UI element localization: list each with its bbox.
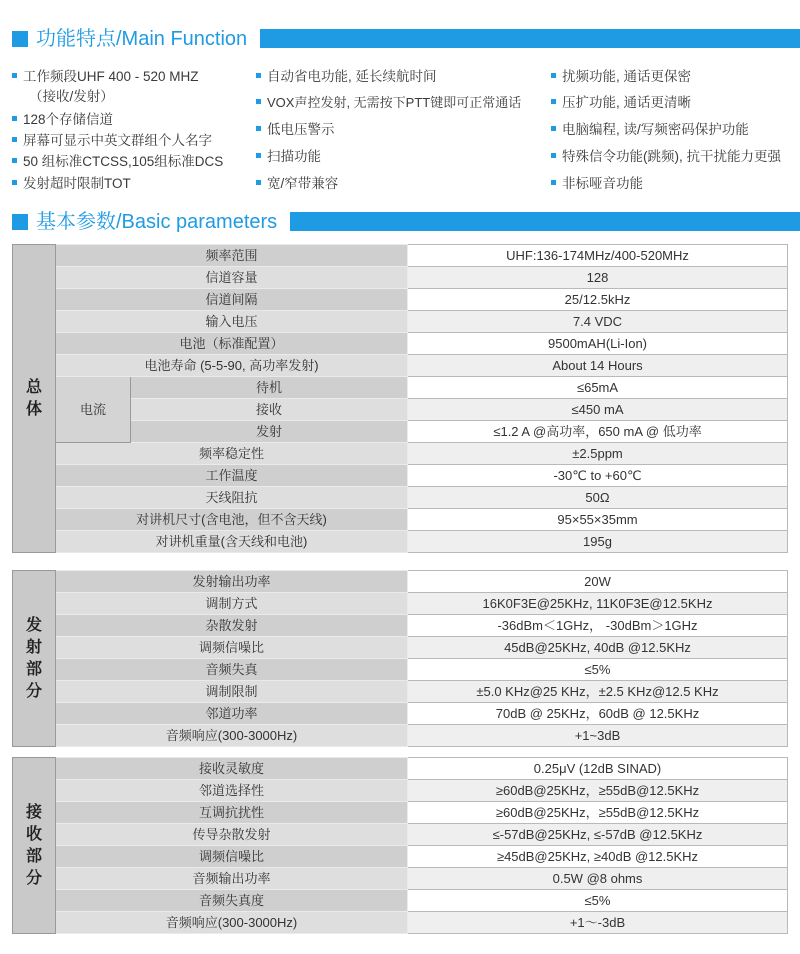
current-sublabel: 电流	[56, 377, 131, 443]
table-row	[13, 443, 788, 465]
table-row	[13, 846, 788, 868]
spec-value: 50Ω	[408, 487, 788, 509]
table-row	[13, 571, 788, 593]
spec-label: 频率稳定性	[56, 443, 408, 465]
bullet-icon	[12, 137, 17, 142]
spec-label: 杂散发射	[56, 615, 408, 637]
spec-value: 20W	[408, 571, 788, 593]
feature-item	[551, 175, 643, 193]
table-row	[13, 868, 788, 890]
feature-text: 扫描功能	[267, 149, 321, 164]
spec-value: ≤65mA	[408, 377, 788, 399]
table-row	[13, 333, 788, 355]
bullet-icon	[551, 99, 556, 104]
table-row	[13, 802, 788, 824]
bullet-icon	[256, 126, 261, 131]
spec-label: 音频输出功率	[56, 868, 408, 890]
spec-value: 128	[408, 267, 788, 289]
feature-item	[551, 148, 781, 166]
feature-text: 屏幕可显示中英文群组个人名字	[23, 133, 212, 148]
spec-value: ≥60dB@25KHz，≥55dB@12.5KHz	[408, 780, 788, 802]
feature-text: 128个存储信道	[23, 112, 114, 127]
spec-label: 发射输出功率	[56, 571, 408, 593]
feature-text: 特殊信令功能(跳频), 抗干扰能力更强	[562, 149, 781, 164]
table-row	[13, 377, 788, 399]
feature-text: 低电压警示	[267, 122, 335, 137]
table-row	[13, 487, 788, 509]
bullet-icon	[256, 73, 261, 78]
feature-text: VOX声控发射, 无需按下PTT键即可正常通话	[267, 95, 522, 110]
spec-label: 邻道选择性	[56, 780, 408, 802]
feature-item	[12, 111, 113, 129]
table-row	[13, 637, 788, 659]
bullet-icon	[551, 126, 556, 131]
feature-text: 宽/窄带兼容	[267, 176, 339, 191]
feature-item	[12, 132, 212, 150]
spec-value: 9500mAH(Li-Ion)	[408, 333, 788, 355]
spec-value: ≥45dB@25KHz, ≥40dB @12.5KHz	[408, 846, 788, 868]
spec-value: ±2.5ppm	[408, 443, 788, 465]
spec-value: +1~3dB	[408, 725, 788, 747]
feature-text: 发射超时限制TOT	[23, 176, 131, 191]
spec-label: 电池（标准配置）	[56, 333, 408, 355]
feature-item	[256, 94, 521, 112]
table-row	[13, 245, 788, 267]
table-row	[13, 780, 788, 802]
general-spec-table	[12, 244, 788, 553]
feature-text: 电脑编程, 读/写频密码保护功能	[562, 122, 749, 137]
bullet-icon	[12, 180, 17, 185]
feature-item	[12, 153, 223, 171]
feature-text: 非标哑音功能	[562, 176, 643, 191]
spec-label: 对讲机重量(含天线和电池)	[56, 531, 408, 553]
table-row	[13, 311, 788, 333]
table-row	[13, 593, 788, 615]
header-square-icon	[12, 214, 28, 230]
bullet-icon	[12, 158, 17, 163]
table-row	[13, 615, 788, 637]
feature-item	[551, 121, 749, 139]
spec-value: ≤5%	[408, 659, 788, 681]
spec-value: +1～-3dB	[408, 912, 788, 934]
feature-text: （接收/发射）	[29, 89, 114, 104]
main-function-title: 功能特点/Main Function	[36, 26, 253, 52]
bullet-icon	[256, 153, 261, 158]
spec-value: ≤-57dB@25KHz, ≤-57dB @12.5KHz	[408, 824, 788, 846]
feature-item-continuation	[29, 88, 114, 106]
spec-value: ±5.0 KHz@25 KHz，±2.5 KHz@12.5 KHz	[408, 681, 788, 703]
spec-value: -36dBm＜1GHz， -30dBm＞1GHz	[408, 615, 788, 637]
spec-label: 音频响应(300-3000Hz)	[56, 725, 408, 747]
feature-text: 扰频功能, 通话更保密	[562, 69, 692, 84]
feature-item	[256, 148, 321, 166]
spec-value: About 14 Hours	[408, 355, 788, 377]
spec-value: 0.25μV (12dB SINAD)	[408, 758, 788, 780]
spec-label: 对讲机尺寸(含电池，但不含天线)	[56, 509, 408, 531]
table-row	[13, 725, 788, 747]
spec-label: 输入电压	[56, 311, 408, 333]
spec-label: 待机	[131, 377, 408, 399]
bullet-icon	[256, 180, 261, 185]
feature-item	[256, 121, 335, 139]
group-label-receive: 接 收 部 分	[13, 758, 56, 934]
transmit-spec-table	[12, 570, 788, 747]
table-row	[13, 355, 788, 377]
table-row	[13, 659, 788, 681]
bullet-icon	[12, 116, 17, 121]
table-row	[13, 509, 788, 531]
feature-item	[256, 175, 338, 193]
bullet-icon	[551, 153, 556, 158]
table-row	[13, 531, 788, 553]
feature-item	[12, 68, 199, 86]
spec-value: 0.5W @8 ohms	[408, 868, 788, 890]
bullet-icon	[551, 73, 556, 78]
table-row	[13, 267, 788, 289]
spec-label: 信道容量	[56, 267, 408, 289]
bullet-icon	[256, 99, 261, 104]
spec-value: 195g	[408, 531, 788, 553]
table-row	[13, 758, 788, 780]
spec-value: 25/12.5kHz	[408, 289, 788, 311]
spec-label: 邻道功率	[56, 703, 408, 725]
spec-label: 接收	[131, 399, 408, 421]
feature-item	[256, 68, 437, 86]
spec-value: -30℃ to +60℃	[408, 465, 788, 487]
spec-label: 调频信噪比	[56, 637, 408, 659]
main-function-header	[12, 26, 800, 52]
basic-parameters-title: 基本参数/Basic parameters	[36, 209, 283, 235]
table-row	[13, 703, 788, 725]
table-row	[13, 465, 788, 487]
spec-label: 天线阻抗	[56, 487, 408, 509]
spec-value: 70dB @ 25KHz，60dB @ 12.5KHz	[408, 703, 788, 725]
spec-label: 调制限制	[56, 681, 408, 703]
bullet-icon	[551, 180, 556, 185]
feature-item	[551, 68, 691, 86]
spec-value: UHF:136-174MHz/400-520MHz	[408, 245, 788, 267]
feature-text: 50 组标准CTCSS,105组标准DCS	[23, 154, 224, 169]
feature-text: 压扩功能, 通话更清晰	[562, 95, 692, 110]
spec-value: ≤1.2 A @高功率，650 mA @ 低功率	[408, 421, 788, 443]
basic-parameters-header	[12, 209, 800, 235]
spec-label: 互调抗扰性	[56, 802, 408, 824]
spec-label: 音频响应(300-3000Hz)	[56, 912, 408, 934]
spec-label: 音频失真度	[56, 890, 408, 912]
feature-text: 工作频段UHF 400 - 520 MHZ	[23, 69, 199, 84]
spec-label: 接收灵敏度	[56, 758, 408, 780]
header-square-icon	[12, 31, 28, 47]
feature-item	[551, 94, 691, 112]
spec-label: 调频信噪比	[56, 846, 408, 868]
spec-label: 发射	[131, 421, 408, 443]
table-row	[13, 681, 788, 703]
spec-value: ≥60dB@25KHz，≥55dB@12.5KHz	[408, 802, 788, 824]
spec-value: 7.4 VDC	[408, 311, 788, 333]
spec-label: 信道间隔	[56, 289, 408, 311]
spec-label: 音频失真	[56, 659, 408, 681]
spec-value: 45dB@25KHz, 40dB @12.5KHz	[408, 637, 788, 659]
receive-spec-table	[12, 757, 788, 934]
table-row	[13, 890, 788, 912]
table-row	[13, 289, 788, 311]
spec-label: 调制方式	[56, 593, 408, 615]
spec-value: 16K0F3E@25KHz, 11K0F3E@12.5KHz	[408, 593, 788, 615]
spec-value: ≤450 mA	[408, 399, 788, 421]
spec-value: ≤5%	[408, 890, 788, 912]
bullet-icon	[12, 73, 17, 78]
group-label-general: 总 体	[13, 245, 56, 553]
header-bar	[290, 212, 800, 231]
spec-label: 频率范围	[56, 245, 408, 267]
spec-label: 工作温度	[56, 465, 408, 487]
group-label-transmit: 发 射 部 分	[13, 571, 56, 747]
table-row	[13, 912, 788, 934]
feature-text: 自动省电功能, 延长续航时间	[267, 69, 437, 84]
table-row	[13, 824, 788, 846]
spec-value: 95×55×35mm	[408, 509, 788, 531]
spec-label: 电池寿命 (5-5-90, 高功率发射)	[56, 355, 408, 377]
feature-item	[12, 175, 131, 193]
header-bar	[260, 29, 800, 48]
spec-label: 传导杂散发射	[56, 824, 408, 846]
